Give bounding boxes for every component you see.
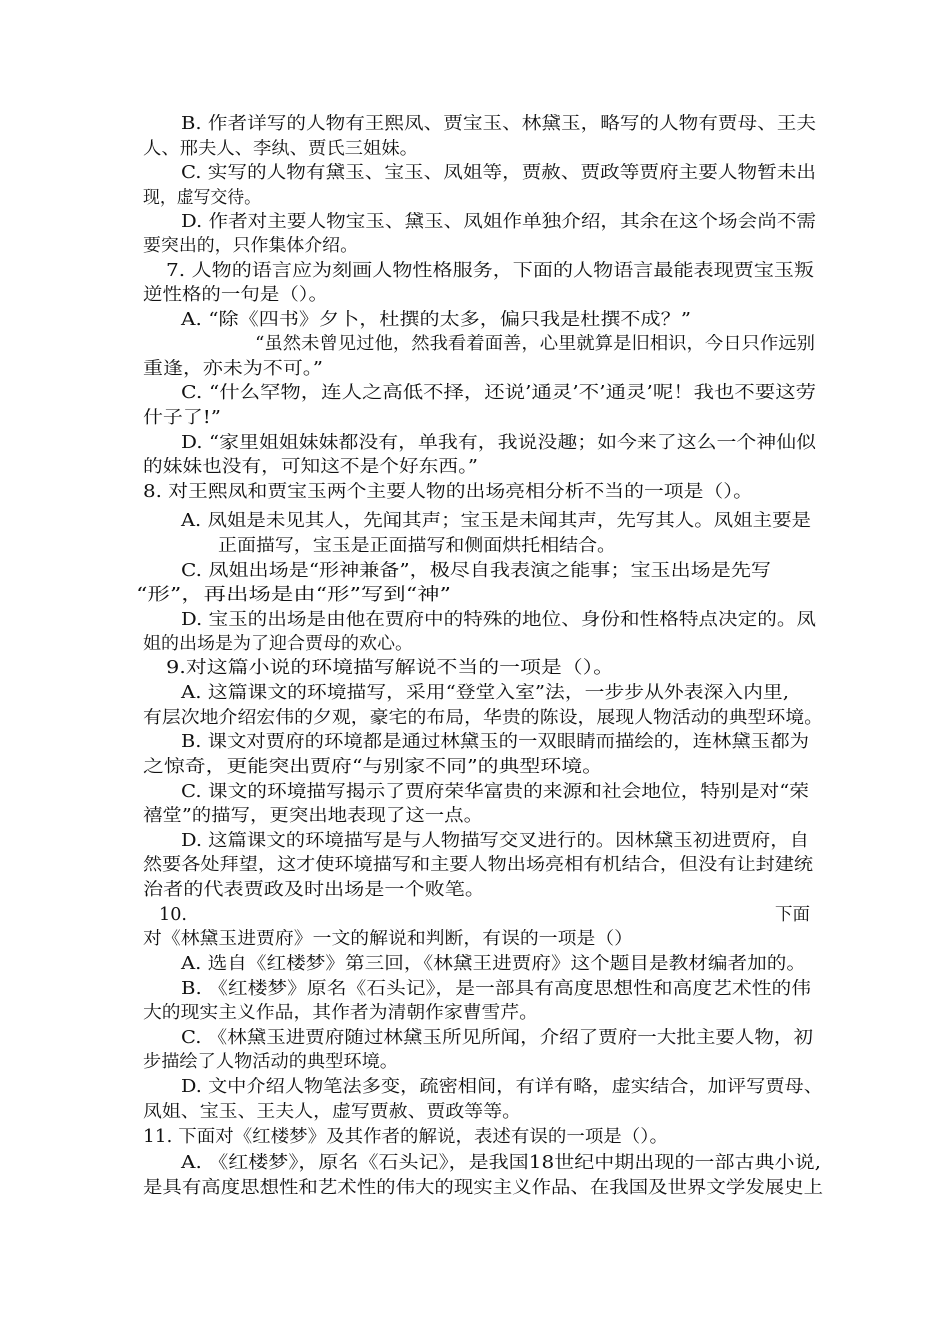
text-line: 然要各处拜望，这才使环境描写和主要人物出场亮相有机结合，但没有让封建统 (143, 855, 814, 875)
text-line: 要突出的，只作集体介绍。 (143, 236, 358, 256)
text-line: 什子了!” (143, 408, 221, 428)
text-line: A. 这篇课文的环境描写，采用“登堂入室”法，一步步从外表深入内里, (181, 683, 790, 703)
text-line: C. “什么罕物，连人之高低不择，还说’通灵’不’通灵’呢！我也不要这劳 (181, 383, 816, 403)
text-line: 之惊奇，更能突出贾府“与别家不同”的典型环境。 (143, 757, 603, 777)
text-line: 是具有高度思想性和艺术性的伟大的现实主义作品、在我国及世界文学发展史上 (143, 1178, 823, 1198)
text-line: D. 这篇课文的环境描写是与人物描写交叉进行的。因林黛玉初进贾府，自 (181, 831, 809, 851)
text-line: C. 《林黛玉进贾府随过林黛玉所见所闻，介绍了贾府一大批主要人物，初 (181, 1028, 813, 1048)
question-7-stem: 7. 人物的语言应为刻画人物性格服务，下面的人物语言最能表现贾宝玉叛 (166, 261, 815, 281)
text-line: “形”，再出场是由“形”写到“神” (136, 585, 451, 605)
text-line: A. 凤姐是未见其人，先闻其声；宝玉是未闻其声，先写其人。凤姐主要是 (181, 511, 812, 531)
text-line: 凤姐、宝玉、王夫人，虚写贾赦、贾政等等。 (143, 1102, 521, 1122)
text-line: 下面 (775, 905, 810, 925)
text-line: C. 凤姐出场是“形神兼备”，极尽自我表演之能事；宝玉出场是先写 (181, 561, 772, 581)
text-line: 人、邢夫人、李纨、贾氏三姐妹。 (143, 139, 418, 159)
question-10-stem: 对《林黛玉进贾府》一文的解说和判断，有误的一项是（） (143, 929, 633, 949)
text-line: D. 作者对主要人物宝玉、黛玉、凤姐作单独介绍，其余在这个场会尚不需 (181, 212, 817, 232)
question-9-stem: 9.对这篇小说的环境描写解说不当的一项是（）。 (166, 658, 614, 678)
text-line: D. 宝玉的出场是由他在贾府中的特殊的地位、身份和性格特点决定的。凤 (181, 610, 817, 630)
text-line: A. 《红楼梦》，原名《石头记》，是我国18世纪中期出现的一部古典小说, (181, 1153, 821, 1173)
text-line: B. 课文对贾府的环境都是通过林黛玉的一双眼睛而描绘的，连林黛玉都为 (181, 732, 810, 752)
text-line: 禧堂”的描写，更突出地表现了这一点。 (143, 806, 484, 826)
text-line: B. 《红楼梦》原名《石头记》，是一部具有高度思想性和高度艺术性的伟 (181, 979, 812, 999)
text-line: A. 选自《红楼梦》第三回，《林黛王进贾府》这个题目是教材编者加的。 (181, 954, 806, 974)
question-10-number: 10. (159, 905, 187, 925)
text-line: C. 课文的环境描写揭示了贾府荣华富贵的来源和社会地位，特别是对“荣 (181, 782, 810, 802)
text-line: A. “除《四书》夕卜，杜撰的太多，偏只我是杜撰不成？” (181, 310, 691, 330)
text-line: B. 作者详写的人物有王熙凤、贾宝玉、林黛玉，略写的人物有贾母、王夫 (181, 114, 816, 134)
text-line: 步描绘了人物活动的典型环境。 (143, 1052, 398, 1072)
text-line: C. 实写的人物有黛玉、宝玉、凤姐等，贾赦、贾政等贾府主要人物暂未出 (181, 163, 816, 183)
text-line: 的妹妹也没有，可知这不是个好东西。” (143, 457, 479, 477)
text-line: 有层次地介绍宏伟的夕观，豪宅的布局，华贵的陈设，展现人物活动的典型环境。 (143, 708, 824, 728)
text-line: D. “家里姐姐妹妹都没有，单我有，我说没趣；如今来了这么一个神仙似 (181, 433, 816, 453)
text-line: 大的现实主义作品，其作者为清朝作家曹雪芹。 (143, 1003, 538, 1023)
text-line: 逆性格的一句是（）。 (143, 285, 329, 305)
question-8-stem: 8. 对王熙凤和贾宝玉两个主要人物的出场亮相分析不当的一项是（）。 (143, 482, 753, 502)
text-line: 现，虚写交待。 (143, 188, 262, 208)
text-line: 姐的出场是为了迎合贾母的欢心。 (143, 634, 414, 654)
text-line: 重逢，亦未为不可。” (143, 359, 324, 379)
text-line: 正面描写，宝玉是正面描写和侧面烘托相结合。 (218, 536, 617, 556)
text-line: “虽然未曾见过他，然我看着面善，心里就算是旧相识，今日只作远别 (255, 334, 816, 354)
question-11-stem: 11. 下面对《红楼梦》及其作者的解说，表述有误的一项是（）。 (143, 1127, 668, 1147)
text-line: 治者的代表贾政及时出场是一个败笔。 (143, 880, 486, 900)
text-line: D. 文中介绍人物笔法多变，疏密相间，有详有略，虚实结合，加评写贾母、 (181, 1077, 823, 1097)
